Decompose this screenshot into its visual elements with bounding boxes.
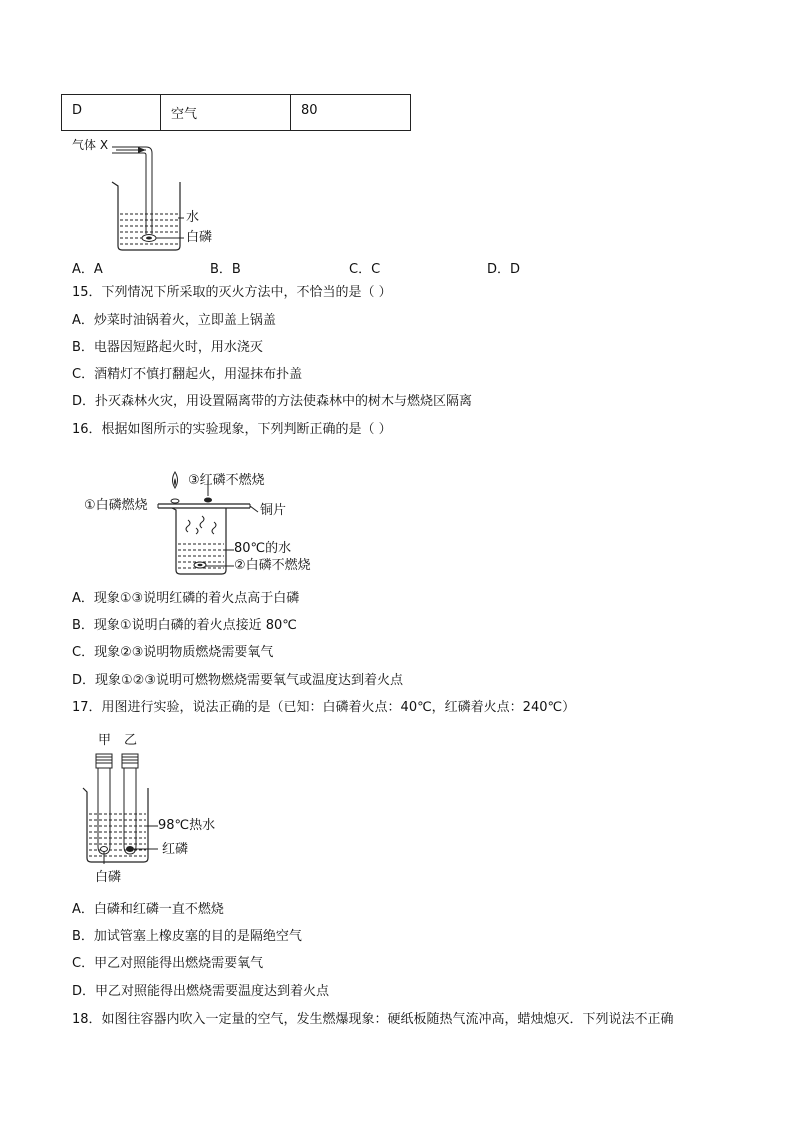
water-label: 水: [186, 210, 200, 225]
q16-option-a: A．现象①③说明红磷的着火点高于白磷: [72, 591, 300, 606]
table-row: [62, 95, 411, 131]
q17-stem: 17．用图进行实验，说法正确的是（已知：白磷着火点：40℃，红磷着火点：240℃）: [72, 700, 576, 715]
q17-option-c: C．甲乙对照能得出燃烧需要氧气: [72, 956, 264, 971]
label-copper-plate: 铜片: [260, 503, 287, 518]
label-red-phosphorus: 红磷: [162, 842, 189, 857]
white-phosphorus-label: 白磷: [186, 230, 213, 245]
label-white-phosphorus: 白磷: [95, 870, 122, 885]
answer-table: [61, 94, 411, 131]
label-jia: 甲: [98, 733, 112, 748]
table-cell-gas: 空气: [161, 95, 291, 131]
label-yi: 乙: [124, 733, 138, 748]
q15-stem: 15．下列情况下所采取的灭火方法中，不恰当的是（ ）: [72, 285, 392, 300]
q15-option-b: B．电器因短路起火时，用水浇灭: [72, 340, 263, 355]
q17-option-d: D．甲乙对照能得出燃烧需要温度达到着火点: [72, 984, 330, 999]
q16-option-c: C．现象②③说明物质燃烧需要氧气: [72, 645, 274, 660]
label-red-not-burning: ③红磷不燃烧: [188, 473, 265, 488]
q17-option-a: A．白磷和红磷一直不燃烧: [72, 902, 224, 917]
label-80c-water: 80℃的水: [234, 541, 292, 556]
q16-option-b: B．现象①说明白磷的着火点接近 80℃: [72, 618, 297, 633]
label-white-burning: ①白磷燃烧: [84, 498, 148, 513]
label-98c-hot-water: 98℃热水: [158, 818, 216, 833]
table-cell-option: D: [62, 95, 161, 131]
q15-option-d: D．扑灭森林火灾，用设置隔离带的方法使森林中的树木与燃烧区隔离: [72, 394, 473, 409]
gas-x-label: 气体 X: [72, 138, 109, 152]
table-cell-temperature: 80: [291, 95, 411, 131]
q16-stem: 16．根据如图所示的实验现象，下列判断正确的是（ ）: [72, 422, 392, 437]
q15-option-c: C．酒精灯不慎打翻起火，用湿抹布扑盖: [72, 367, 303, 382]
q15-option-a: A．炒菜时油锅着火，立即盖上锅盖: [72, 313, 276, 328]
label-white-not-burning: ②白磷不燃烧: [234, 558, 311, 573]
q14-option-c: C．C: [349, 262, 381, 277]
q18-stem: 18．如图往容器内吹入一定量的空气，发生燃爆现象：硬纸板随热气流冲高，蜡烛熄灭．下列说法不正确: [72, 1012, 674, 1027]
q16-option-d: D．现象①②③说明可燃物燃烧需要氧气或温度达到着火点: [72, 673, 403, 688]
beaker-diagram: [72, 138, 192, 248]
q14-option-b: B．B: [210, 262, 241, 277]
q14-option-d: D．D: [487, 262, 521, 277]
q14-option-a: A．A: [72, 262, 103, 277]
q17-option-b: B．加试管塞上橡皮塞的目的是隔绝空气: [72, 929, 302, 944]
